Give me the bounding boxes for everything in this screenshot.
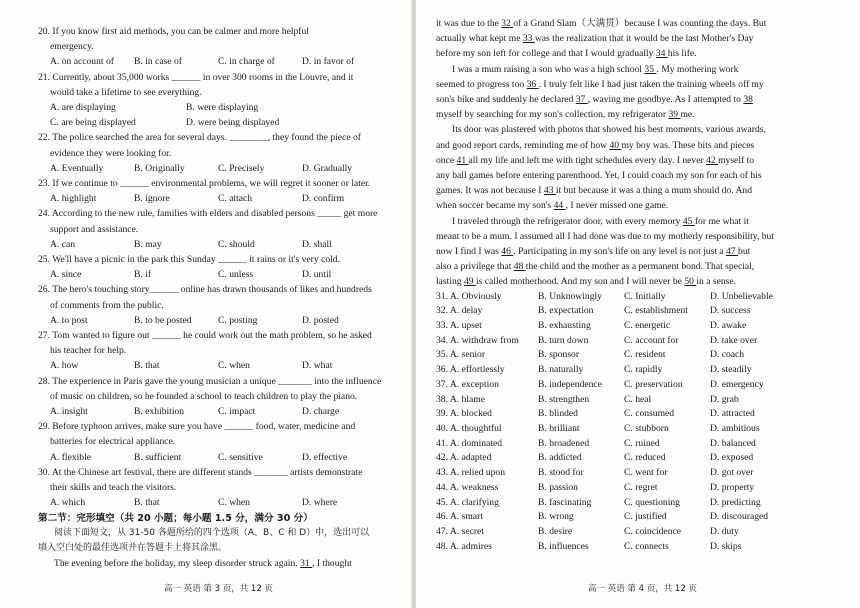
options-row <box>38 358 402 373</box>
choice-option: C. regret <box>624 481 658 493</box>
choice-option: C. account for <box>624 334 679 346</box>
question-stem: 23. If we continue to ______ environmental problems, we will regret it sooner or later. <box>38 178 371 190</box>
choice-option: B. turn down <box>538 334 589 346</box>
passage-line: lasting 49 is called motherhood. And my son and I will never be 50 in a sense. <box>436 276 737 288</box>
option: D. until <box>302 269 332 281</box>
option: A. to post <box>50 314 88 326</box>
question-stem-continued: evidence they were looking for. <box>50 147 172 159</box>
option: A. flexible <box>50 451 92 463</box>
question-stem: 30. At the Chinese art festival, there are different stands _______ artists demonstrate <box>38 466 363 478</box>
question-stem-continued: their skills and teach the visitors. <box>50 482 177 494</box>
question-item <box>38 70 402 131</box>
option: B. exhibition <box>134 406 185 418</box>
question-item <box>38 419 402 465</box>
options-row <box>38 237 402 252</box>
options-row <box>38 100 402 115</box>
passage-line: any ball games before entering parenthood. Yet, I could coach my son for each of his <box>436 170 762 182</box>
choice-option: C. stubborn <box>624 422 669 434</box>
choice-option: B. independence <box>538 378 602 390</box>
choice-option: C. consumed <box>624 408 675 420</box>
question-item <box>38 24 402 70</box>
choice-option: D. exposed <box>710 452 754 464</box>
question-number: 25. <box>38 254 53 266</box>
option: D. Gradually <box>302 162 353 174</box>
passage-line: son's bike and suddenly he declared 37 , waving me goodbye. As I attempted to 38 <box>436 94 753 106</box>
options-row <box>38 450 402 465</box>
answer-blank: 50 <box>684 276 697 288</box>
choice-option: C. Initially <box>624 290 666 302</box>
left-exam-page <box>0 0 412 608</box>
question-stem-continued: his teacher for help. <box>50 345 127 357</box>
question-item <box>38 374 402 420</box>
choice-option: C. energetic <box>624 320 671 332</box>
question-number: 26. <box>38 284 53 296</box>
left-page-footer: 高一 英语 第 3 页，共 12 页 <box>164 584 273 594</box>
answer-blank: 36 <box>526 78 539 90</box>
option: D. charge <box>302 406 340 418</box>
option: B. ignore <box>134 193 170 205</box>
choice-option: D. ambitious <box>710 422 760 434</box>
option: A. insight <box>50 406 88 418</box>
passage-line: before my son left for college and that I would gradually 34 his life. <box>436 48 697 60</box>
option: B. in case of <box>134 56 182 68</box>
question-stem: 24. According to the new rule, families with elders and disabled persons _____ get more <box>38 208 378 220</box>
options-row <box>38 161 402 176</box>
choice-option: D. coach <box>710 349 745 361</box>
question-item <box>38 130 402 176</box>
question-item <box>38 176 402 206</box>
question-item <box>38 328 402 374</box>
choice-number-option: 43. A. relied upon <box>436 467 506 479</box>
choice-option: C. ruined <box>624 437 660 449</box>
answer-blank: 38 <box>743 94 753 106</box>
choice-option: B. brilliant <box>538 422 580 434</box>
passage-line: games. It was not because I 43 it but because it was a thing a mum should do. And <box>436 185 753 197</box>
option: A. since <box>50 269 82 281</box>
choice-number-option: 35. A. senior <box>436 349 486 361</box>
question-stem: 26. The hero's touching story______ online has drawn thousands of likes and hundreds <box>38 284 372 296</box>
choice-option: B. strengthen <box>538 393 590 405</box>
passage-line: I was a mum raising a son who was a high school 35 . My mothering work <box>452 63 739 75</box>
passage-line: meant to be a mum. I assumed all I had done was due to my motherly responsibility, but <box>436 230 775 242</box>
answer-blank: 45 <box>682 215 695 227</box>
choice-option: B. stood for <box>538 467 584 479</box>
option: A. are displaying <box>50 102 116 114</box>
question-number: 28. <box>38 375 53 387</box>
question-stem: 29. Before typhoon arrives, make sure you have ______ food, water, medicine and <box>38 421 356 433</box>
choice-number-option: 31. A. Obviously <box>436 290 502 302</box>
choice-option: C. coincidence <box>624 525 682 537</box>
answer-blank: 49 <box>463 276 476 288</box>
choice-option: C. questioning <box>624 496 680 508</box>
answer-blank: 46 <box>501 246 514 258</box>
answer-blank: 35 <box>644 63 657 75</box>
answer-blank: 34 <box>655 48 668 60</box>
choice-option: C. connects <box>624 540 669 552</box>
passage-line: I traveled through the refrigerator door, with every memory 45 for me what it <box>452 215 749 227</box>
question-stem: 22. The police searched the area for several days. ________, they found the piece of <box>38 132 361 144</box>
option: A. how <box>50 360 79 372</box>
passage-line: also a privilege that 48 the child and the mother as a permanent bond. That special, <box>436 261 755 273</box>
question-number: 23. <box>38 178 53 190</box>
question-stem: 27. Tom wanted to figure out ______ he could work out the math problem, so he asked <box>38 330 372 342</box>
option: B. if <box>134 269 152 281</box>
choice-option: B. wrong <box>538 511 574 523</box>
choice-number-option: 33. A. upset <box>436 320 482 332</box>
question-item <box>38 206 402 252</box>
option: B. were displaying <box>186 102 259 114</box>
option: B. to be posted <box>134 314 192 326</box>
choice-number-option: 44. A. weakness <box>436 481 499 493</box>
choice-option: D. success <box>710 305 751 317</box>
choice-option: C. justified <box>624 511 667 523</box>
choice-option: D. attracted <box>710 408 755 420</box>
options-row <box>38 115 402 130</box>
option: B. that <box>134 360 160 372</box>
option: A. can <box>50 238 76 250</box>
option: D. effective <box>302 451 348 463</box>
choice-option: D. Unbelievable <box>710 290 773 302</box>
choice-option: C. preservation <box>624 378 683 390</box>
choice-option: B. exhausting <box>538 320 591 332</box>
option: D. what <box>302 360 333 372</box>
question-number: 27. <box>38 330 53 342</box>
option: C. attach <box>218 193 253 205</box>
passage-line: actually what kept me 33 was the realization that it would be the last Mother's Day <box>436 33 754 45</box>
options-row <box>38 54 402 69</box>
question-stem-continued: support and assistance. <box>50 223 139 235</box>
choice-number-option: 38. A. blame <box>436 393 486 405</box>
answer-blank: 47 <box>726 246 739 258</box>
choice-number-option: 32. A. delay <box>436 305 483 317</box>
question-number: 30. <box>38 466 52 478</box>
question-stem-continued: would take a lifetime to see everything. <box>50 86 202 98</box>
answer-blank: 33 <box>522 33 535 45</box>
choice-option: B. sponsor <box>538 349 580 361</box>
options-row <box>38 313 402 328</box>
choice-option: D. grab <box>710 393 739 405</box>
choice-option: C. rapidly <box>624 364 663 376</box>
question-number: 20. <box>38 26 53 37</box>
choice-number-option: 48. A. admires <box>436 540 492 552</box>
option: B. Originally <box>134 162 185 174</box>
option: C. sensitive <box>218 451 263 463</box>
option: C. when <box>218 360 250 372</box>
option: D. were being displayed <box>186 117 280 129</box>
option: A. highlight <box>50 193 97 205</box>
choice-number-option: 37. A. exception <box>436 378 499 390</box>
passage-line: when soccer became my son's 44 , I never missed one game. <box>436 200 669 212</box>
options-row <box>38 495 402 510</box>
option: C. are being displayed <box>50 117 136 129</box>
options-row <box>38 404 402 419</box>
option: A. Eventually <box>50 162 104 174</box>
passage-line: now I find I was 46 . Participating in my son's life on any level is not just a 47 but <box>436 246 751 258</box>
option: C. Precisely <box>218 162 265 174</box>
question-number: 21. <box>38 71 53 83</box>
question-item <box>38 252 402 282</box>
choice-option: B. addicted <box>538 452 582 464</box>
question-stem: 25. We'll have a picnic in the park this Sunday ______ it rains or it's very cold. <box>38 254 340 266</box>
question-number: 29. <box>38 421 53 433</box>
question-stem: 20. If you know first aid methods, you can be calmer and more helpful <box>38 26 309 37</box>
answer-blank: 37 <box>575 94 588 106</box>
answer-blank: 39 <box>668 109 681 121</box>
option: D. shall <box>302 238 332 250</box>
choice-option: B. influences <box>538 540 589 552</box>
choice-option: D. awake <box>710 320 747 332</box>
answer-blank: 48 <box>513 261 526 273</box>
passage-line: seemed to progress too 36 . I truly felt like I had just taken the training wheels off my <box>436 78 764 90</box>
passage-line: it was due to the 32 of a Grand Slam（大满贯）because I was counting the days. But <box>436 18 767 29</box>
choice-option: C. resident <box>624 349 666 361</box>
question-item <box>38 465 402 511</box>
choice-option: D. property <box>710 481 755 493</box>
option: D. posted <box>302 314 339 326</box>
passage-line: once 41 all my life and left me with tight schedules every day. I never 42 myself to <box>436 154 755 166</box>
option: A. which <box>50 497 86 509</box>
option: A. on account of <box>50 56 114 68</box>
choice-number-option: 45. A. clarifying <box>436 496 499 508</box>
option: C. posting <box>218 314 258 326</box>
choice-option: B. fascinating <box>538 496 592 508</box>
choice-number-option: 39. A. blocked <box>436 408 492 420</box>
choice-option: B. passion <box>538 481 578 493</box>
choice-number-option: 42. A. adapted <box>436 452 492 464</box>
answer-blank: 44 <box>553 200 566 212</box>
choice-option: C. heal <box>624 393 652 405</box>
choice-option: D. emergency <box>710 378 764 390</box>
options-row <box>38 267 402 282</box>
option: B. may <box>134 238 162 250</box>
choice-number-option: 46. A. smart <box>436 511 483 523</box>
section-instructions: 填入空白处的最佳选项并在答题卡上将其涂黑。 <box>38 542 228 553</box>
choice-option: D. take over <box>710 334 758 346</box>
question-item <box>38 282 402 328</box>
question-stem-continued: emergency. <box>50 41 94 53</box>
choice-number-option: 40. A. thoughtful <box>436 422 502 434</box>
choice-option: D. duty <box>710 525 739 537</box>
choice-option: C. establishment <box>624 305 688 317</box>
answer-blank: 41 <box>456 154 469 166</box>
choice-option: B. expectation <box>538 305 594 317</box>
option: C. impact <box>218 406 256 418</box>
question-number: 22. <box>38 132 53 144</box>
section-heading: 第二节：完形填空（共 20 小题；每小题 1.5 分，满分 30 分） <box>38 512 313 524</box>
choice-option: C. went for <box>624 467 668 479</box>
cloze-choices-grid <box>436 290 836 555</box>
option: C. when <box>218 497 250 509</box>
answer-blank: 32 <box>501 18 514 29</box>
option: C. unless <box>218 269 254 281</box>
choice-number-option: 34. A. withdraw from <box>436 334 519 346</box>
option: D. where <box>302 497 338 509</box>
option: C. should <box>218 238 255 250</box>
right-exam-page <box>416 0 860 608</box>
passage-line: and good report cards, reminding me of how 40 my boy was. These bits and pieces <box>436 139 755 151</box>
choice-number-option: 41. A. dominated <box>436 437 503 449</box>
option: B. that <box>134 497 160 509</box>
question-stem-continued: of comments from the public. <box>50 299 164 311</box>
section-instructions: 阅读下面短文，从 31-50 各题所给的四个选项（A、B、C 和 D）中，选出可以 <box>54 527 370 538</box>
question-stem: 28. The experience in Paris gave the young musician a unique _______ into the influence <box>38 375 382 387</box>
option: D. confirm <box>302 193 345 205</box>
option: B. sufficient <box>134 451 182 463</box>
left-page-content <box>38 24 402 571</box>
question-number: 24. <box>38 208 52 220</box>
choice-option: B. naturally <box>538 364 584 376</box>
choice-option: D. steadily <box>710 364 752 376</box>
answer-blank: 42 <box>706 154 719 166</box>
choice-option: D. balanced <box>710 437 756 449</box>
choice-number-option: 36. A. effortlessly <box>436 364 505 376</box>
question-stem-continued: of music on children, so he founded a school to teach children to play the piano. <box>50 390 358 402</box>
choice-option: C. reduced <box>624 452 666 464</box>
right-page-footer: 高一 英语 第 4 页，共 12 页 <box>588 584 697 594</box>
question-stem: 21. Currently, about 35,000 works ______ in over 300 rooms in the Louvre, and it <box>38 71 354 83</box>
option: D. in favor of <box>302 56 355 68</box>
passage-opening: The evening before the holiday, my sleep disorder struck again. 31 , I thought <box>54 557 352 569</box>
answer-blank: 40 <box>609 139 622 151</box>
choice-number-option: 47. A. secret <box>436 525 484 537</box>
choice-option: B. Unknowingly <box>538 290 602 302</box>
choice-option: B. broadened <box>538 437 590 449</box>
choice-option: D. predicting <box>710 496 761 508</box>
choice-option: B. desire <box>538 525 573 537</box>
choice-option: D. skips <box>710 540 742 552</box>
option: C. in charge of <box>218 56 275 68</box>
options-row <box>38 191 402 206</box>
answer-blank: 31 <box>300 557 313 569</box>
question-stem-continued: batteries for electrical appliance. <box>50 436 176 448</box>
choice-option: D. got over <box>710 467 754 479</box>
answer-blank: 43 <box>543 185 556 197</box>
right-page-content <box>436 16 836 554</box>
passage-line: myself by searching for my son's collection, my refrigerator 39 me. <box>436 109 695 121</box>
passage-line: Its door was plastered with photos that showed his best moments, various awards, <box>452 124 766 136</box>
choice-option: D. discouraged <box>710 511 769 523</box>
choice-option: B. blinded <box>538 408 578 420</box>
